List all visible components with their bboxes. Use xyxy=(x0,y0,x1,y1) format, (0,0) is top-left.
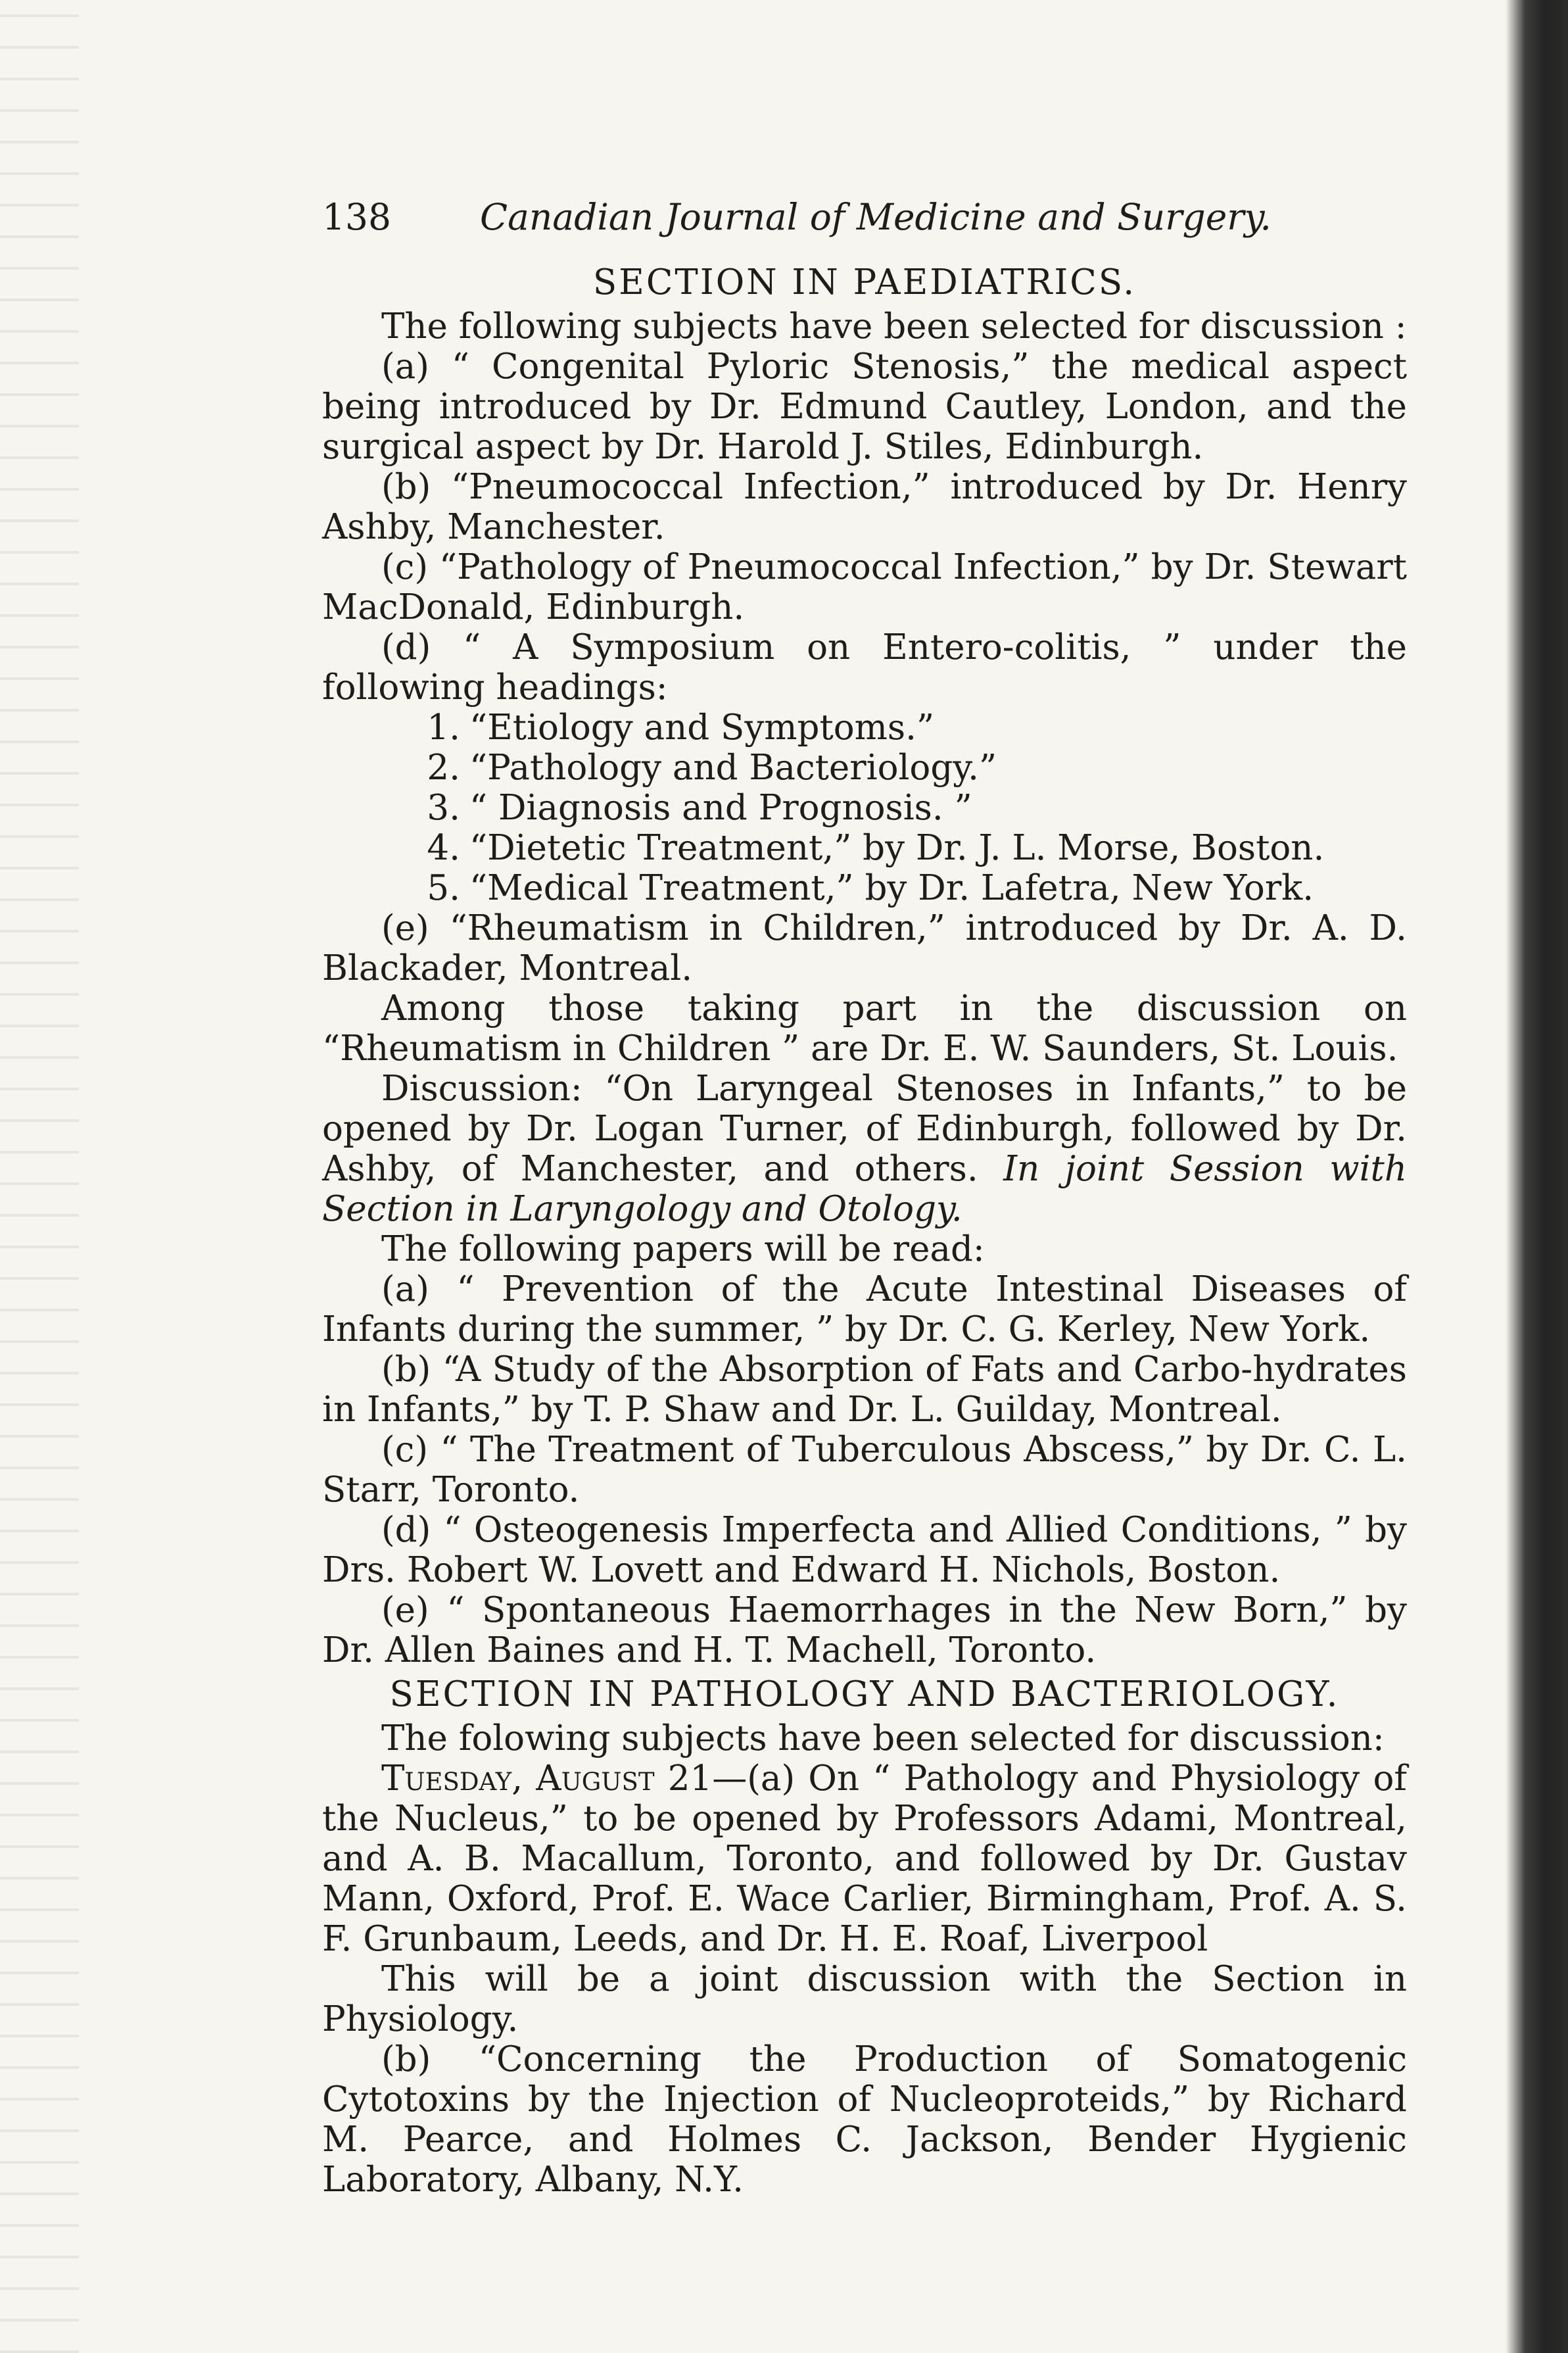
session-date: Tuesday, August xyxy=(381,1759,655,1799)
paragraph: (e) “Rheumatism in Children,” introduced by Dr. A. D. Blackader, Montreal. xyxy=(322,908,1407,988)
paragraph: (e) “ Spontaneous Haemorrhages in the New Born,” by Dr. Allen Baines and H. T. Machell, Toronto. xyxy=(322,1590,1407,1670)
paragraph: (c) “Pathology of Pneumococcal Infection,” by Dr. Stewart MacDonald, Edinburgh. xyxy=(322,547,1407,627)
joint-session-note: In joint Session with Section in Laryngology and Otology. xyxy=(322,1149,1407,1229)
paragraph: (b) “Pneumococcal Infection,” introduced by Dr. Henry Ashby, Manchester. xyxy=(322,467,1407,547)
paragraph: The following papers will be read: xyxy=(381,1229,985,1269)
paragraph: (b) “A Study of the Absorption of Fats and Carbo-hydrates in Infants,” by T. P. Shaw and Dr. L. Guilday, Montreal. xyxy=(322,1349,1407,1430)
list-item: 3. “ Diagnosis and Prognosis. ” xyxy=(427,788,972,828)
paragraph: The folowing subjects have been selected for discussion: xyxy=(381,1718,1385,1759)
paragraph: (a) “ Congenital Pyloric Stenosis,” the medical aspect being introduced by Dr. Edmund Cautley, London, and the surgical aspect by Dr. Harold J. Stiles, Edinburgh. xyxy=(322,347,1407,467)
section-heading-pathology: SECTION IN PATHOLOGY AND BACTERIOLOGY. xyxy=(389,1674,1340,1714)
list-item: 2. “Pathology and Bacteriology.” xyxy=(427,748,997,788)
symposium-headings-list xyxy=(421,708,1407,908)
scan-left-edge xyxy=(0,0,79,2353)
paragraph xyxy=(322,1069,1407,1229)
paragraph: (d) “ Osteogenesis Imperfecta and Allied Conditions, ” by Drs. Robert W. Lovett and Edward H. Nichols, Boston. xyxy=(322,1510,1407,1590)
scan-binding-edge xyxy=(1506,0,1568,2353)
section-heading-paediatrics: SECTION IN PAEDIATRICS. xyxy=(592,262,1137,303)
paragraph: (c) “ The Treatment of Tuberculous Abscess,” by Dr. C. L. Starr, Toronto. xyxy=(322,1430,1407,1510)
paragraph: (b) “Concerning the Production of Somatogenic Cytotoxins by the Injection of Nucleoproteids,” by Richard M. Pearce, and Holmes C. Jackson, Bender Hygienic Laboratory, Albany, N.Y. xyxy=(322,2039,1407,2200)
list-item: 5. “Medical Treatment,” by Dr. Lafetra, New York. xyxy=(427,868,1314,908)
paragraph: Among those taking part in the discussion on “Rheumatism in Children ” are Dr. E. W. Saunders, St. Louis. xyxy=(322,988,1407,1069)
page-number: 138 xyxy=(322,196,391,238)
journal-page xyxy=(322,197,1407,2200)
page-header xyxy=(322,197,1407,237)
list-item: 4. “Dietetic Treatment,” by Dr. J. L. Morse, Boston. xyxy=(427,828,1325,868)
session-item-text: 21—(a) On “ Pathology and Physiology of the Nucleus,” to be opened by Professors Adami, Montreal, and A. B. Macallum, Toronto, and followed by Dr. Gustav Mann, Oxford, Prof. E. Wace Carlier, Birmingham, Prof. A. S. F. Grunbaum, Leeds, and Dr. H. E. Roaf, Liverpool xyxy=(322,1759,1407,1959)
list-item: 1. “Etiology and Symptoms.” xyxy=(427,708,935,748)
discussion-text: Discussion: “On Laryngeal Stenoses in Infants,” to be opened by Dr. Logan Turner, of Edinburgh, followed by Dr. Ashby, of Manchester, and others. xyxy=(322,1069,1407,1189)
paragraph: (a) “ Prevention of the Acute Intestinal Diseases of Infants during the summer, ” by Dr. C. G. Kerley, New York. xyxy=(322,1269,1407,1349)
paragraph xyxy=(322,1759,1407,1959)
paragraph: This will be a joint discussion with the Section in Physiology. xyxy=(322,1959,1407,2039)
running-head: Canadian Journal of Medicine and Surgery. xyxy=(480,196,1271,238)
paragraph: (d) “ A Symposium on Entero-colitis, ” under the following headings: xyxy=(322,627,1407,708)
paragraph: The following subjects have been selected for discussion : xyxy=(381,306,1407,347)
